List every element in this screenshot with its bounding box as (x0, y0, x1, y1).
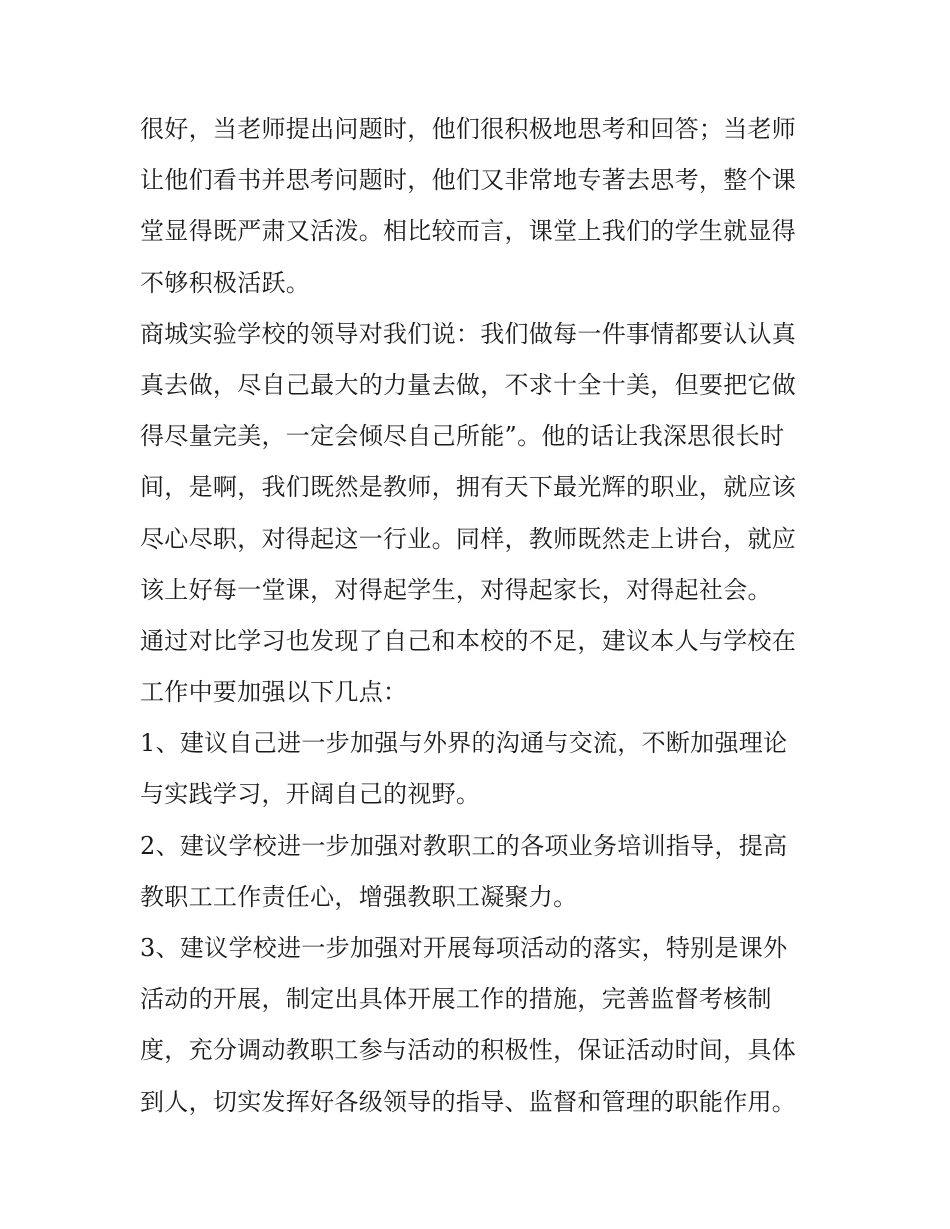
text-line: 尽心尽职，对得起这一行业。同样，教师既然走上讲台，就应 (140, 524, 797, 553)
text-line: 通过对比学习也发现了自己和本校的不足，建议本人与学校在 (140, 626, 797, 655)
text-line: 教职工工作责任心，增强教职工凝聚力。 (140, 882, 578, 911)
text-line: 堂显得既严肃又活泼。相比较而言，课堂上我们的学生就显得 (140, 217, 797, 246)
text-line: 真去做，尽自己最大的力量去做，不求十全十美，但要把它做 (140, 370, 797, 399)
text-line: 工作中要加强以下几点： (140, 678, 408, 707)
text-line: 商城实验学校的领导对我们说：我们做每一件事情都要认认真 (140, 319, 797, 348)
text-line: 该上好每一堂课，对得起学生，对得起家长，对得起社会。 (140, 575, 772, 604)
text-line: 2、建议学校进一步加强对教职工的各项业务培训指导，提高 (140, 831, 788, 860)
text-line: 与实践学习，开阔自己的视野。 (140, 780, 481, 809)
text-line: 很好，当老师提出问题时，他们很积极地思考和回答；当老师 (140, 115, 797, 143)
text-line: 活动的开展，制定出具体开展工作的措施，完善监督考核制 (140, 985, 772, 1014)
text-line: 让他们看书并思考问题时，他们又非常地专著去思考，整个课 (140, 166, 797, 195)
text-line: 间，是啊，我们既然是教师，拥有天下最光辉的职业，就应该 (140, 473, 797, 502)
text-line: 不够积极活跃。 (140, 268, 311, 297)
body-text (140, 104, 820, 1128)
text-line: 得尽量完美，一定会倾尽自己所能”。他的话让我深思很长时 (140, 422, 785, 451)
text-line: 到人，切实发挥好各级领导的指导、监督和管理的职能作用。 (140, 1087, 797, 1116)
text-line: 3、建议学校进一步加强对开展每项活动的落实，特别是课外 (140, 934, 788, 962)
text-line: 度，充分调动教职工参与活动的积极性，保证活动时间，具体 (140, 1036, 797, 1065)
text-line: 1、建议自己进一步加强与外界的沟通与交流，不断加强理论 (140, 729, 788, 758)
